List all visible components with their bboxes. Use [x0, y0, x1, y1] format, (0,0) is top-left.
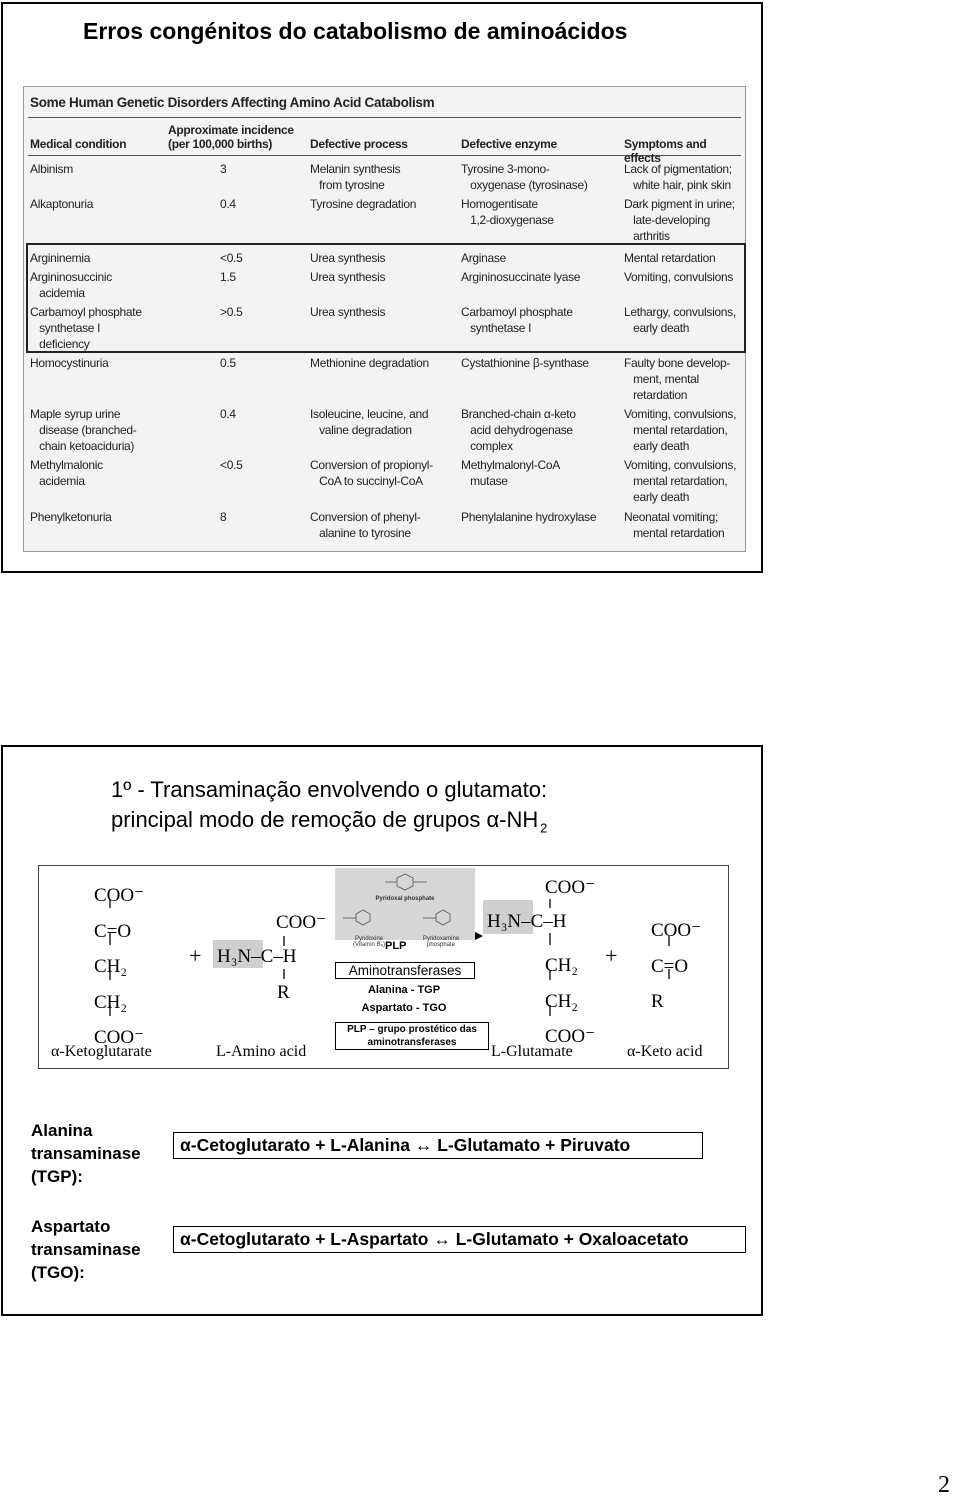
- table-cell: Tyrosine 3-mono- oxygenase (tyrosinase): [461, 162, 588, 192]
- table-cell: 8: [220, 510, 227, 524]
- table-cell: <0.5: [220, 458, 243, 472]
- table-cell: 1.5: [220, 270, 236, 284]
- table-cell: 0.4: [220, 407, 236, 421]
- table-cell: Tyrosine degradation: [310, 197, 417, 211]
- table-cell: Mental retardation: [624, 251, 716, 265]
- table-cell: Lethargy, convulsions, early death: [624, 305, 736, 335]
- glutamate-carboxyl: COO⁻: [545, 877, 596, 898]
- l-glutamate-label: L-Glutamate: [491, 1043, 573, 1060]
- table-cell: Isoleucine, leucine, and valine degradation: [310, 407, 429, 437]
- pyridoxamine-label: Pyridoxamine phosphate: [422, 936, 460, 948]
- table-cell: Neonatal vomiting; mental retardation: [624, 510, 725, 540]
- table-cell: Vomiting, convulsions, mental retardation, early death: [624, 458, 737, 504]
- column-header-incidence: Approximate incidence (per 100,000 births): [168, 123, 294, 151]
- table-cell: >0.5: [220, 305, 243, 319]
- column-header-medical-condition: Medical condition: [30, 137, 127, 151]
- table-cell: Melanin synthesis from tyrosine: [310, 162, 401, 192]
- table-cell: Maple syrup urine disease (branched- chain ketoaciduria): [30, 407, 137, 453]
- table-cell: Methylmalonic acidemia: [30, 458, 103, 488]
- table-cell: 3: [220, 162, 227, 176]
- table-cell: Homocystinuria: [30, 356, 109, 370]
- table-cell: Albinism: [30, 162, 73, 176]
- alpha-keto-acid-label: α-Keto acid: [627, 1043, 703, 1060]
- table-cell: Argininosuccinate lyase: [461, 270, 581, 284]
- table-cell: Methionine degradation: [310, 356, 429, 370]
- table-rule: [28, 117, 741, 118]
- table-cell: Urea synthesis: [310, 251, 386, 265]
- table-cell: Carbamoyl phosphate synthetase I: [461, 305, 573, 335]
- table-cell: <0.5: [220, 251, 243, 265]
- table-cell: Cystathionine β-synthase: [461, 356, 589, 370]
- table-cell: 0.5: [220, 356, 236, 370]
- alpha-ketoglutarate-structure: COO⁻ C=O CH₂ CH₂ COO⁻: [94, 885, 145, 1048]
- reaction-equation-tgo: α-Cetoglutarato + L-Aspartato ↔ L-Glutamato + Oxaloacetato: [173, 1226, 746, 1253]
- reaction-label-tgo: Aspartato transaminase (TGO):: [31, 1217, 141, 1282]
- alpha-ketoglutarate-label: α-Ketoglutarate: [51, 1043, 152, 1060]
- table-cell: Argininemia: [30, 251, 91, 265]
- slide-2: [1, 745, 763, 1316]
- table-cell: Vomiting, convulsions, mental retardation, early death: [624, 407, 737, 453]
- genetic-disorders-table: [23, 86, 746, 552]
- table-cell: Methylmalonyl-CoA mutase: [461, 458, 560, 488]
- column-header-defective-process: Defective process: [310, 137, 408, 151]
- table-cell: Argininosuccinic acidemia: [30, 270, 112, 300]
- urea-cycle-highlight-box: [26, 243, 746, 353]
- amino-acid-center: H₃N–C–H: [217, 946, 297, 967]
- title-line-1: 1º - Transaminação envolvendo o glutamato:: [111, 777, 548, 802]
- table-cell: Urea synthesis: [310, 270, 386, 284]
- slide-1: [1, 2, 763, 573]
- reaction-equation-tgp: α-Cetoglutarato + L-Alanina ↔ L-Glutamato + Piruvato: [173, 1132, 703, 1159]
- table-cell: Conversion of phenyl- alanine to tyrosine: [310, 510, 421, 540]
- table-cell: Urea synthesis: [310, 305, 386, 319]
- table-cell: Phenylketonuria: [30, 510, 112, 524]
- pyridoxal-structure-icon: [335, 868, 475, 940]
- plp-label: PLP: [385, 940, 407, 952]
- table-cell: Vomiting, convulsions: [624, 270, 734, 284]
- page-number: 2: [938, 1472, 950, 1498]
- table-cell: Lack of pigmentation; white hair, pink skin: [624, 162, 732, 192]
- glutamate-center: H₃N–C–H: [487, 911, 567, 932]
- slide-2-title: [111, 775, 547, 843]
- reaction-label-tgp: Alanina transaminase (TGP):: [31, 1121, 141, 1186]
- slide-1-title: Erros congénitos do catabolismo de aminoácidos: [83, 18, 628, 44]
- plp-note: PLP – grupo prostético das aminotransferases: [335, 1022, 489, 1050]
- table-cell: Carbamoyl phosphate synthetase I deficiency: [30, 305, 142, 351]
- amino-acid-r-group: R: [277, 982, 290, 1003]
- table-cell: Faulty bone develop- ment, mental retardation: [624, 356, 731, 402]
- table-cell: Alkaptonuria: [30, 197, 94, 211]
- amino-acid-carboxyl: COO⁻: [276, 912, 327, 933]
- glutamate-chain: CH₂ CH₂ COO⁻: [545, 955, 596, 1047]
- plus-sign: +: [189, 943, 202, 968]
- table-cell: Conversion of propionyl- CoA to succinyl-CoA: [310, 458, 433, 488]
- transamination-diagram: [38, 865, 729, 1069]
- table-cell: Homogentisate 1,2-dioxygenase: [461, 197, 554, 227]
- table-cell: Branched-chain α-keto acid dehydrogenase complex: [461, 407, 576, 453]
- title-line-2: principal modo de remoção de grupos α-NH $_2$: [111, 807, 548, 836]
- keto-acid-structure: COO⁻ C=O R: [651, 920, 702, 1012]
- enzyme-alanina-tgp: Alanina - TGP: [367, 984, 441, 996]
- table-cell: 0.4: [220, 197, 236, 211]
- column-header-symptoms: Symptoms and effects: [624, 137, 707, 165]
- table-cell: Phenylalanine hydroxylase: [461, 510, 597, 524]
- column-header-defective-enzyme: Defective enzyme: [461, 137, 557, 151]
- l-amino-acid-label: L-Amino acid: [216, 1043, 307, 1060]
- plus-sign: +: [605, 943, 618, 968]
- pyridoxine-label: Pyridoxine (Vitamin B₆): [353, 936, 385, 948]
- table-cell: Arginase: [461, 251, 506, 265]
- table-caption: Some Human Genetic Disorders Affecting Amino Acid Catabolism: [30, 95, 435, 110]
- table-cell: Dark pigment in urine; late-developing arthritis: [624, 197, 735, 243]
- enzyme-aspartato-tgo: Aspartato - TGO: [361, 1002, 447, 1014]
- pyridoxal-phosphate-label: Pyridoxal phosphate: [375, 896, 435, 902]
- aminotransferases-label: Aminotransferases: [335, 962, 475, 979]
